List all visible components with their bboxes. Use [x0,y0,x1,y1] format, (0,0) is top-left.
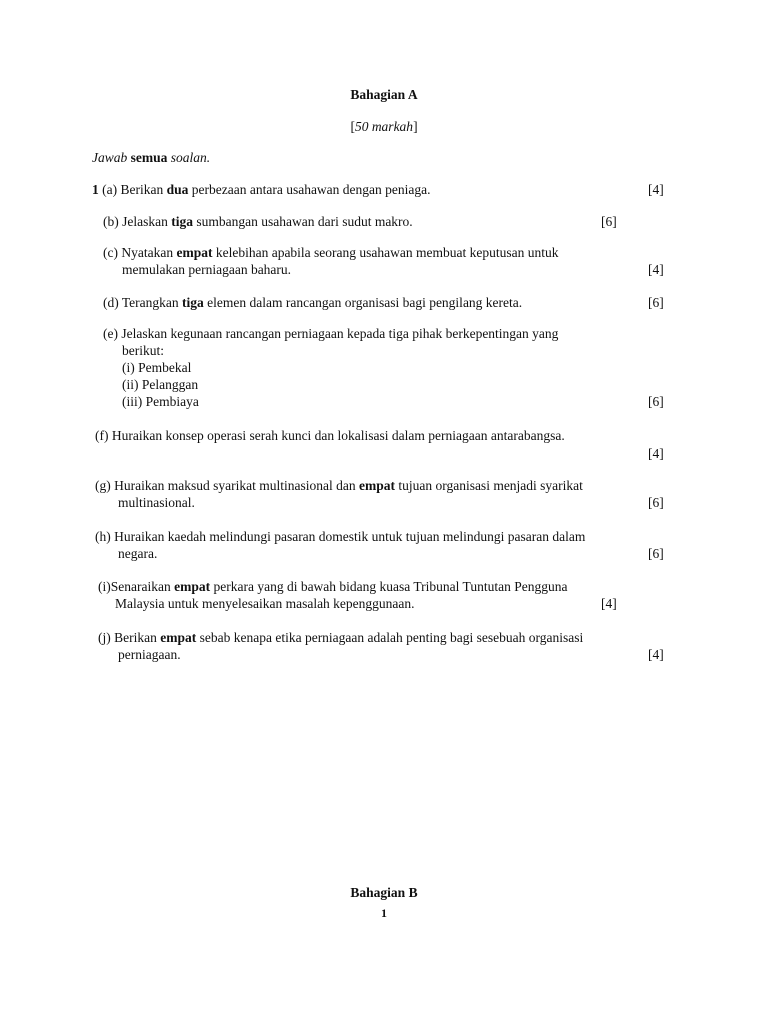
mark-i: [4] [601,596,617,611]
question-d: (d) Terangkan tiga elemen dalam rancangan organisasi bagi pengilang kereta. [103,295,523,310]
question-i-line2: Malaysia untuk menyelesaikan masalah kepenggunaan. [115,596,415,611]
mark-c: [4] [648,262,664,277]
question-e-line2: berikut: [122,343,164,358]
question-f: (f) Huraikan konsep operasi serah kunci dan lokalisasi dalam perniagaan antarabangsa. [95,428,565,443]
question-e-sub-1: (i) Pembekal [122,360,192,375]
section-a-marks: [50 markah] [350,119,418,134]
question-c-line2: memulakan perniagaan baharu. [122,262,292,277]
question-e-sub-2: (ii) Pelanggan [122,377,199,392]
question-h-line2: negara. [118,546,158,561]
question-h: (h) Huraikan kaedah melindungi pasaran domestik untuk tujuan melindungi pasaran dalam [95,529,586,544]
question-b: (b) Jelaskan tiga sumbangan usahawan dari sudut makro. [103,214,413,229]
section-b-title: Bahagian B [350,885,418,900]
question-e: (e) Jelaskan kegunaan rancangan perniagaan kepada tiga pihak berkepentingan yang [103,326,559,341]
question-i: (i)Senaraikan empat perkara yang di bawah bidang kuasa Tribunal Tuntutan Pengguna [98,579,568,594]
question-g: (g) Huraikan maksud syarikat multinasional dan empat tujuan organisasi menjadi syarikat [95,478,583,493]
page-number: 1 [381,906,387,920]
instruction: Jawab semua soalan. [92,150,211,165]
section-a-title: Bahagian A [350,87,418,102]
question-e-sub-3: (iii) Pembiaya [122,394,199,409]
mark-b: [6] [601,214,617,229]
question-j-line2: perniagaan. [118,647,181,662]
mark-e: [6] [648,394,664,409]
mark-j: [4] [648,647,664,662]
mark-f: [4] [648,446,664,461]
question-g-line2: multinasional. [118,495,195,510]
mark-a: [4] [648,182,664,197]
question-c: (c) Nyatakan empat kelebihan apabila seorang usahawan membuat keputusan untuk [103,245,559,260]
mark-g: [6] [648,495,664,510]
question-j: (j) Berikan empat sebab kenapa etika perniagaan adalah penting bagi sesebuah organisasi [98,630,584,645]
mark-h: [6] [648,546,664,561]
mark-d: [6] [648,295,664,310]
question-a: 1 (a) Berikan dua perbezaan antara usahawan dengan peniaga. [92,182,431,197]
